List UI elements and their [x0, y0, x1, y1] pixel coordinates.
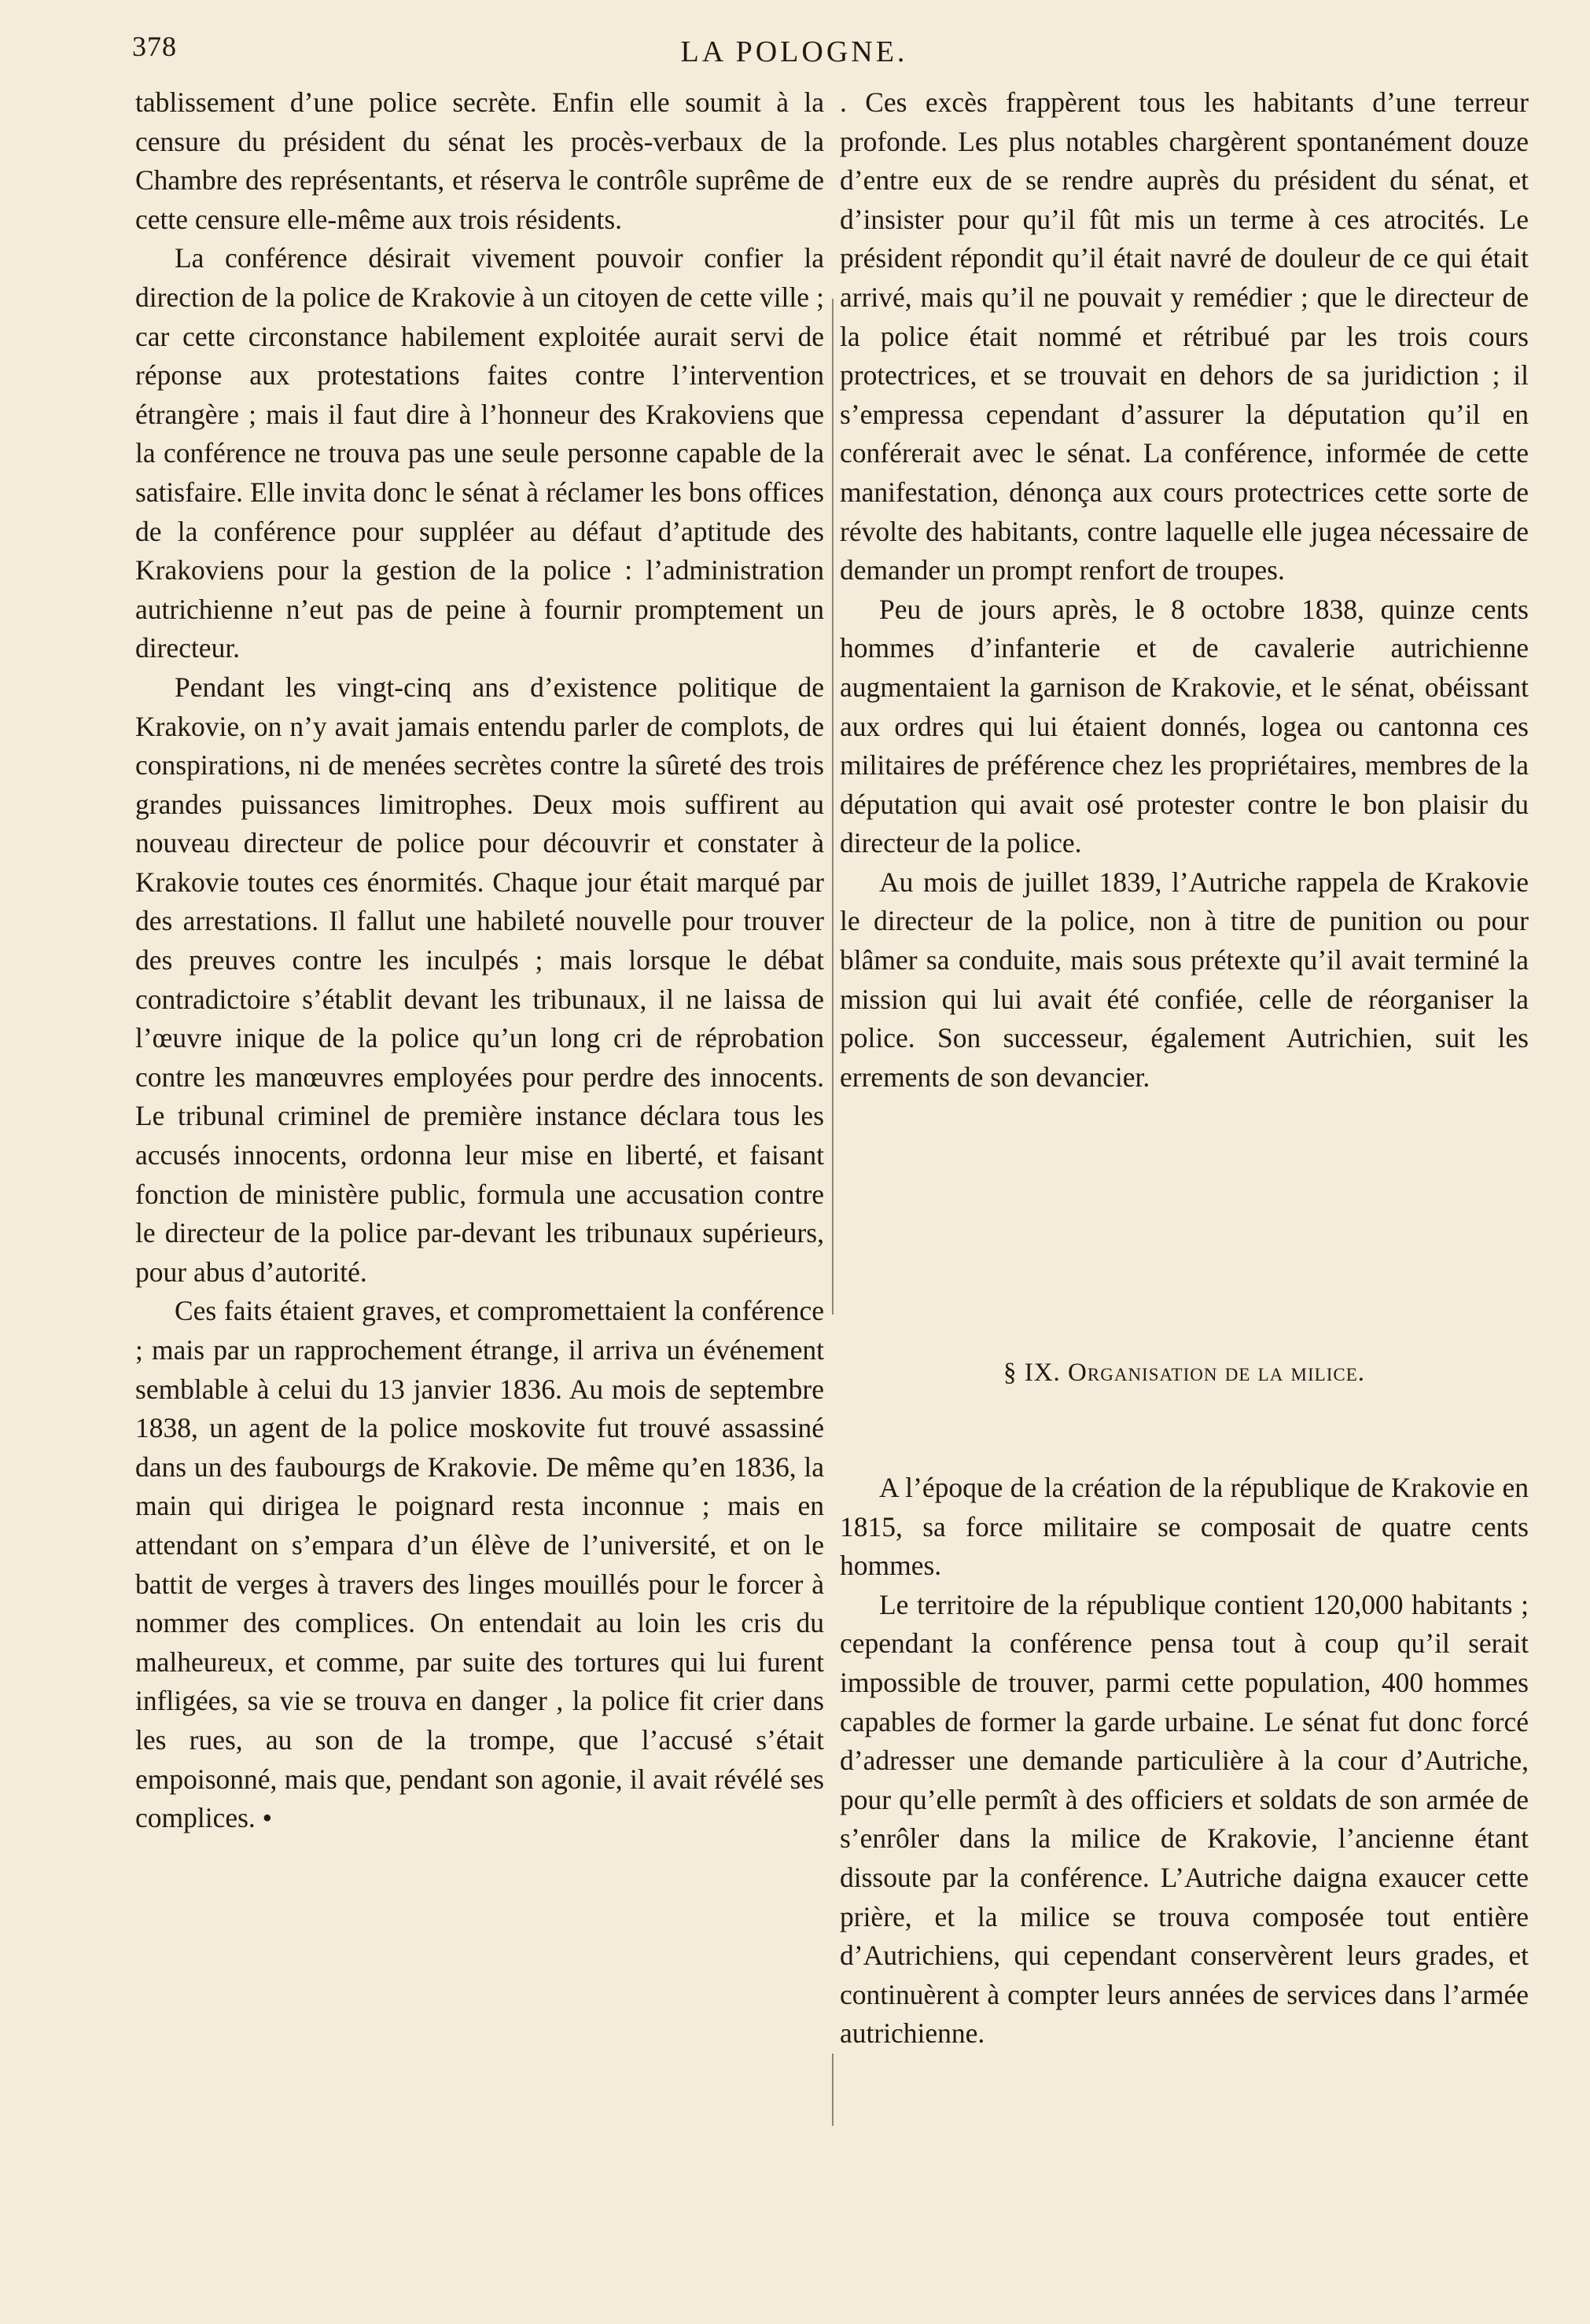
- page-number: 378: [132, 31, 177, 62]
- column-rule: [832, 299, 834, 1315]
- right-column-upper: [840, 83, 1529, 1097]
- paragraph: . Ces excès frappèrent tous les habitants d’une terreur profonde. Les plus notables chargèrent spontanément douze d’entre eux de se rendre auprès du président du sénat, et d’insister pour qu’il fût mis un terme à ces atrocités. Le président répondit qu’il était navré de douleur de ce qui était arrivé, mais qu’il ne pouvait y remédier ; que le directeur de la police était nommé et rétribué par les trois cours protectrices, et se trouvait en dehors de sa juridiction ; il s’empressa cependant d’assurer la députation qu’il en conférerait avec le sénat. La conférence, informée de cette manifestation, dénonça aux cours protectrices cette sorte de révolte des habitants, contre laquelle elle jugea nécessaire de demander un prompt renfort de troupes.: [840, 86, 1529, 587]
- section-number: § IX.: [1003, 1359, 1061, 1387]
- section-title: Organisation de la milice.: [1068, 1359, 1366, 1387]
- paragraph: Ces faits étaient graves, et compromettaient la conférence ; mais par un rapprochement étrange, il arriva un événement semblable à celui du 13 janvier 1836. Au mois de septembre 1838, un agent de la police moskovite fut trouvé assassiné dans un des faubourgs de Krakovie. De même qu’en 1836, la main qui dirigea le poignard resta inconnue ; mais en attendant on s’empara d’un élève de l’université, et on le battit de verges à travers des linges mouillés pour le forcer à nommer des complices. On entendait au loin les cris du malheureux, et comme, par suite des tortures qui lui furent infligées, sa vie se trouva en danger , la police fit crier dans les rues, au son de la trompe, que l’accusé s’était empoisonné, mais que, pendant son agonie, il avait révélé ses complices. •: [135, 1295, 824, 1834]
- section-heading: [840, 1359, 1529, 1388]
- paragraph: Au mois de juillet 1839, l’Autriche rappela de Krakovie le directeur de la police, non à titre de punition ou pour blâmer sa conduite, mais sous prétexte qu’il avait terminé la mission qui lui avait été confiée, celle de réorganiser la police. Son successeur, également Autrichien, suit les errements de son devancier.: [840, 866, 1529, 1093]
- paragraph: tablissement d’une police secrète. Enfin elle soumit à la censure du président du sénat les procès-verbaux de la Chambre des représentants, et réserva le contrôle suprême de cette censure elle-même aux trois résidents.: [135, 86, 824, 235]
- paragraph: La conférence désirait vivement pouvoir confier la direction de la police de Krakovie à un citoyen de cette ville ; car cette circonstance habilement exploitée aurait servi de réponse aux protestations faites contre l’intervention étrangère ; mais il faut dire à l’honneur des Krakoviens que la conférence ne trouva pas une seule personne capable de la satisfaire. Elle invita donc le sénat à réclamer les bons offices de la conférence pour suppléer au défaut d’aptitude des Krakoviens pour la gestion de la police : l’administration autrichienne n’eut pas de peine à fournir promptement un directeur.: [135, 242, 824, 664]
- paragraph: Peu de jours après, le 8 octobre 1838, quinze cents hommes d’infanterie et de cavalerie autrichienne augmentaient la garnison de Krakovie, et le sénat, obéissant aux ordres qui lui étaient donnés, logea ou cantonna ces militaires de préférence chez les propriétaires, membres de la députation qui avait osé protester contre le bon plaisir du directeur de la police.: [840, 593, 1529, 859]
- column-rule: [832, 2054, 834, 2126]
- right-column-lower: [840, 1469, 1529, 2054]
- running-title: LA POLOGNE.: [680, 35, 908, 68]
- paragraph: A l’époque de la création de la république de Krakovie en 1815, sa force militaire se composait de quatre cents hommes.: [840, 1472, 1529, 1582]
- left-column: [135, 83, 824, 1838]
- paragraph: Pendant les vingt-cinq ans d’existence politique de Krakovie, on n’y avait jamais entendu parler de complots, de conspirations, ni de menées secrètes contre la sûreté des trois grandes puissances limitrophes. Deux mois suffirent au nouveau directeur de police pour découvrir et constater à Krakovie toutes ces énormités. Chaque jour était marqué par des arrestations. Il fallut une habileté nouvelle pour trouver des preuves contre les inculpés ; mais lorsque le débat contradictoire s’établit devant les tribunaux, il ne laissa de l’œuvre inique de la police qu’un long cri de réprobation contre les manœuvres employées pour perdre des innocents. Le tribunal criminel de première instance déclara tous les accusés innocents, ordonna leur mise en liberté, et faisant fonction de ministère public, formula une accusation contre le directeur de la police par-devant les tribunaux supérieurs, pour abus d’autorité.: [135, 671, 824, 1288]
- paragraph: Le territoire de la république contient 120,000 habitants ; cependant la conférence pensa tout à coup qu’il serait impossible de trouver, parmi cette population, 400 hommes capables de former la garde urbaine. Le sénat fut donc forcé d’adresser une demande particulière à la cour d’Autriche, pour qu’elle permît à des officiers et soldats de son armée de s’enrôler dans la milice de Krakovie, l’ancienne étant dissoute par la conférence. L’Autriche daigna exaucer cette prière, et la milice se trouva composée tout entière d’Autrichiens, qui cependant conservèrent leurs grades, et continuèrent à compter leurs années de services dans l’armée autrichienne.: [840, 1588, 1529, 2050]
